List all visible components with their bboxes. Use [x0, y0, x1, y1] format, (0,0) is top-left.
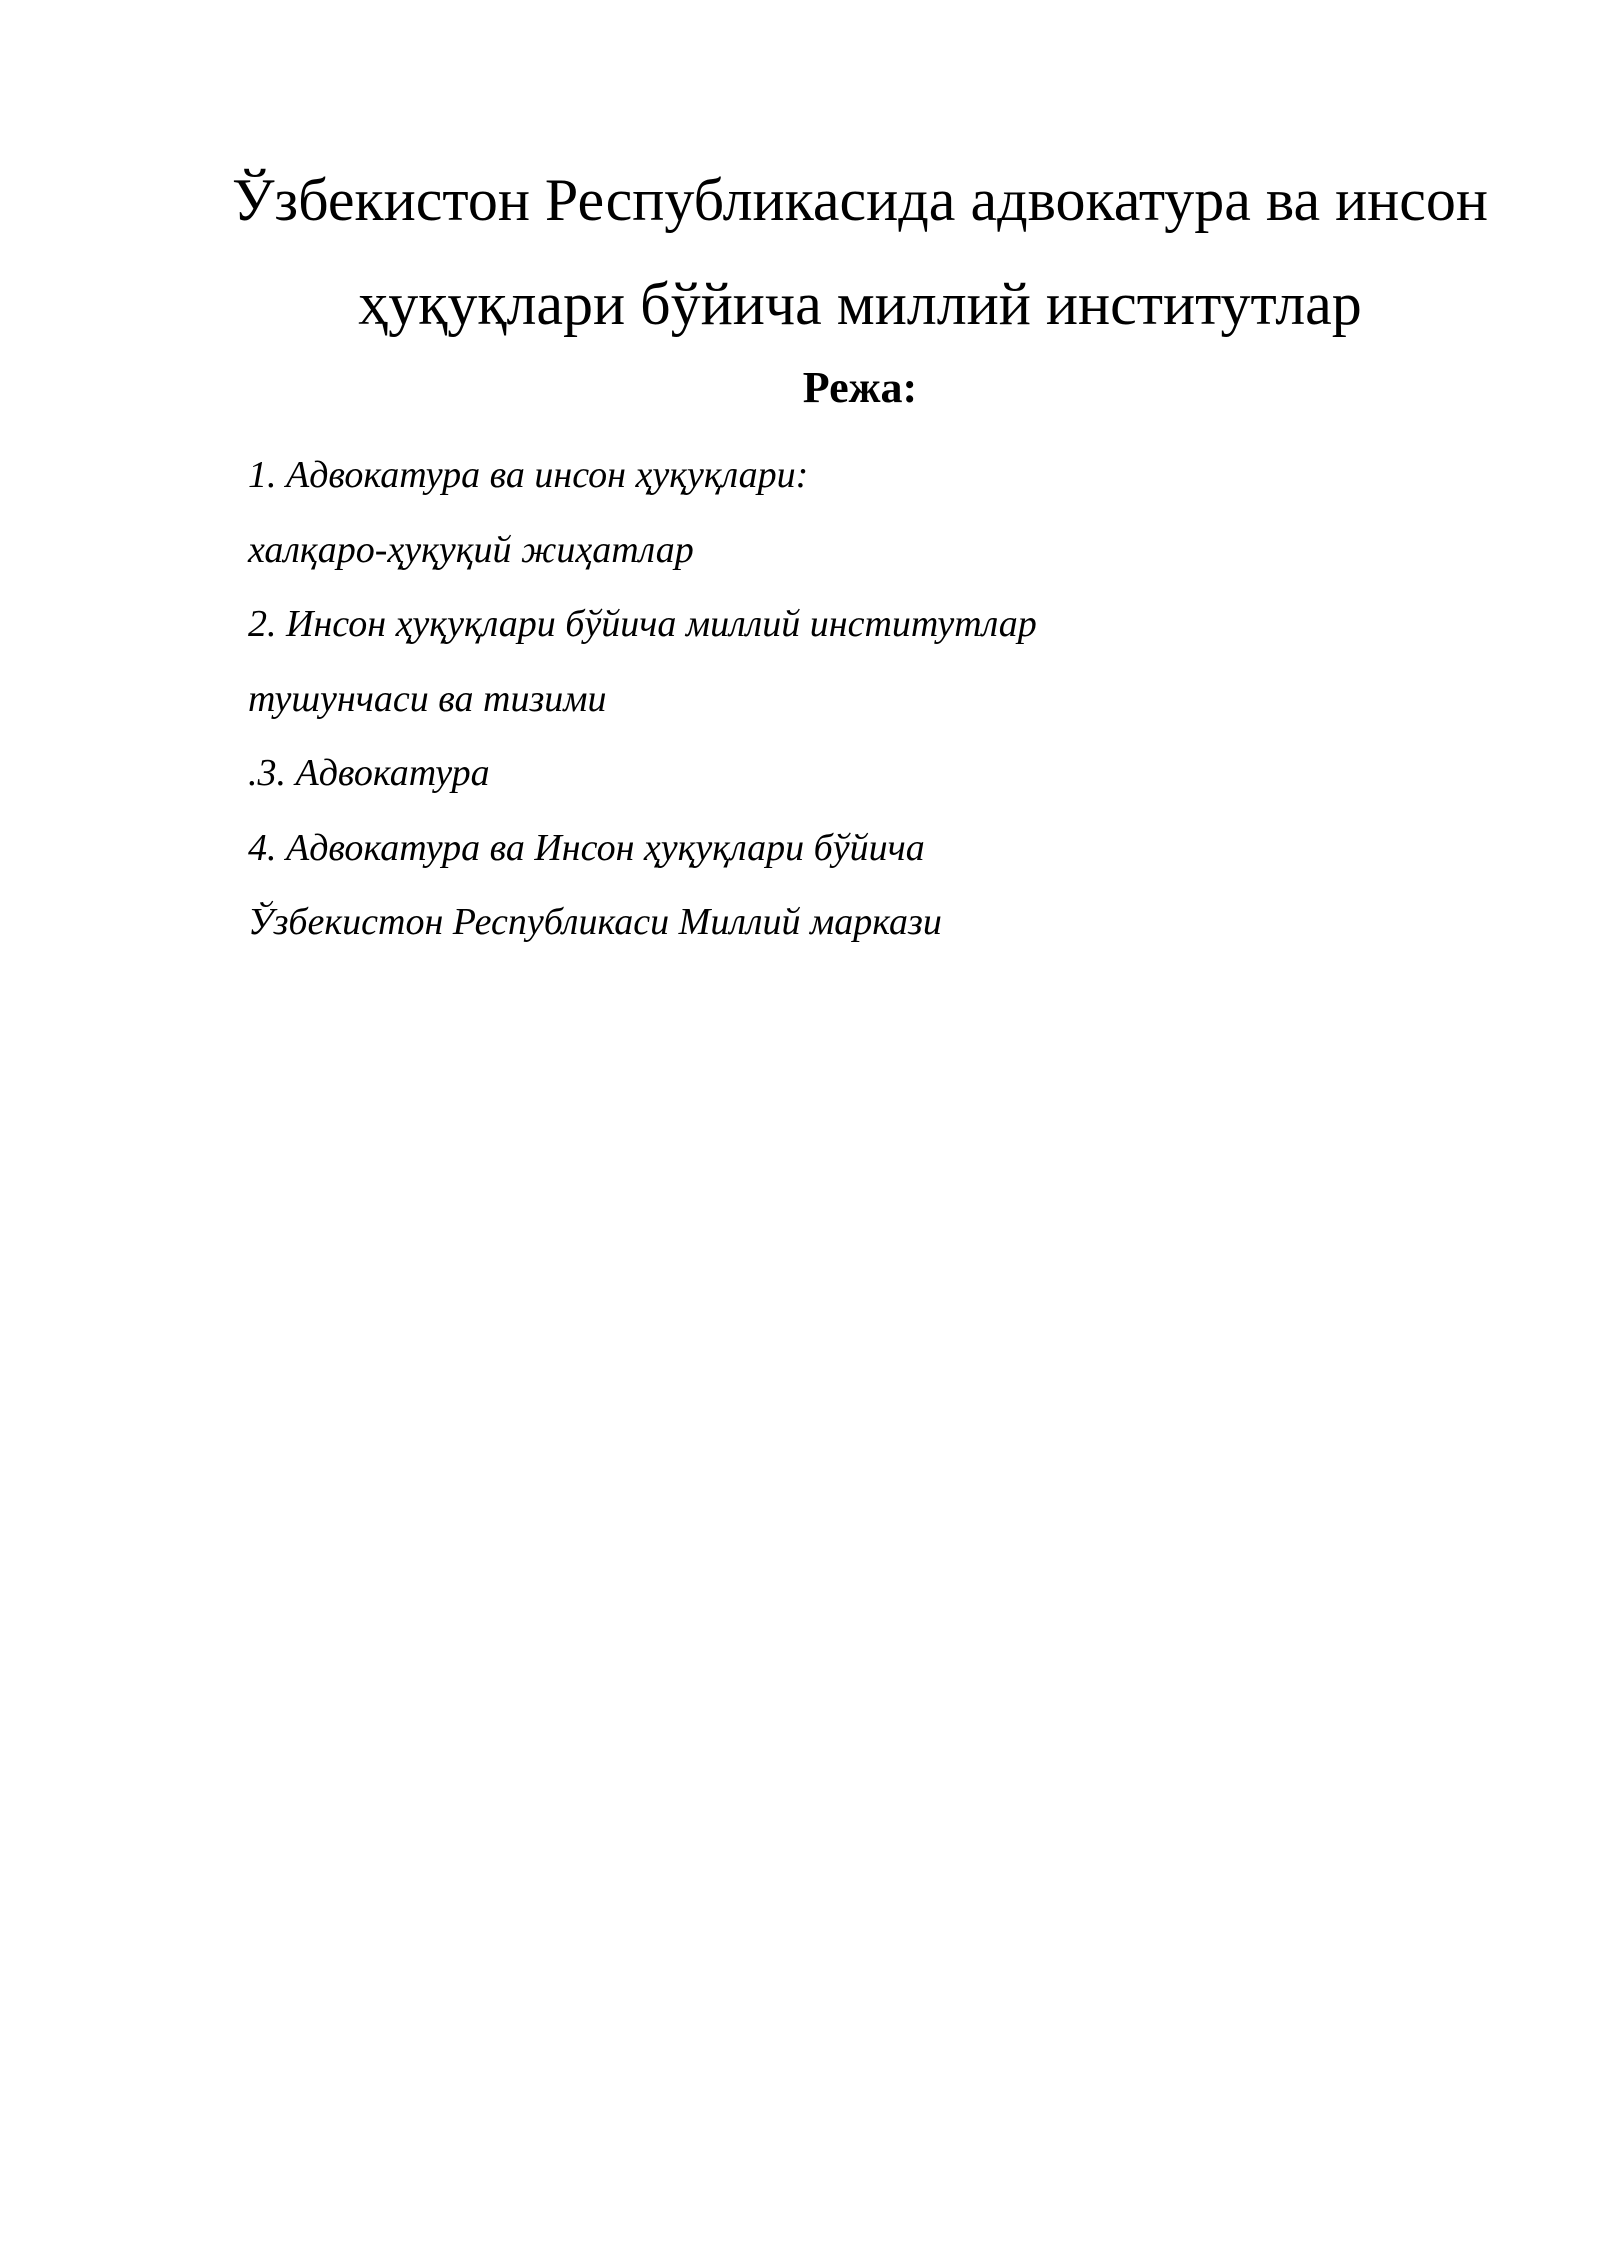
plan-heading: Режа: [802, 363, 918, 412]
title-line-1: Ўзбекистон Республикасида адвокатура ва инсон [231, 167, 1489, 233]
plan-line: 1. Адвокатура ва инсон ҳуқуқлари: [248, 454, 809, 496]
plan-line: Ўзбекистон Республикаси Миллий маркази [248, 901, 942, 943]
plan-line: тушунчаси ва тизими [248, 677, 607, 720]
title-line-2: ҳуқуқлари бўйича миллий институтлар [358, 271, 1362, 337]
plan-line: 2. Инсон ҳуқуқлари бўйича миллий институтлар [248, 603, 1037, 645]
document-title [200, 148, 1520, 356]
plan-line: халқаро-ҳуқуқий жиҳатлар [248, 528, 694, 571]
plan-line: .3. Адвокатура [248, 752, 490, 794]
plan-line: 4. Адвокатура ва Инсон ҳуқуқлари бўйича [248, 826, 925, 869]
plan-list [248, 438, 1037, 960]
